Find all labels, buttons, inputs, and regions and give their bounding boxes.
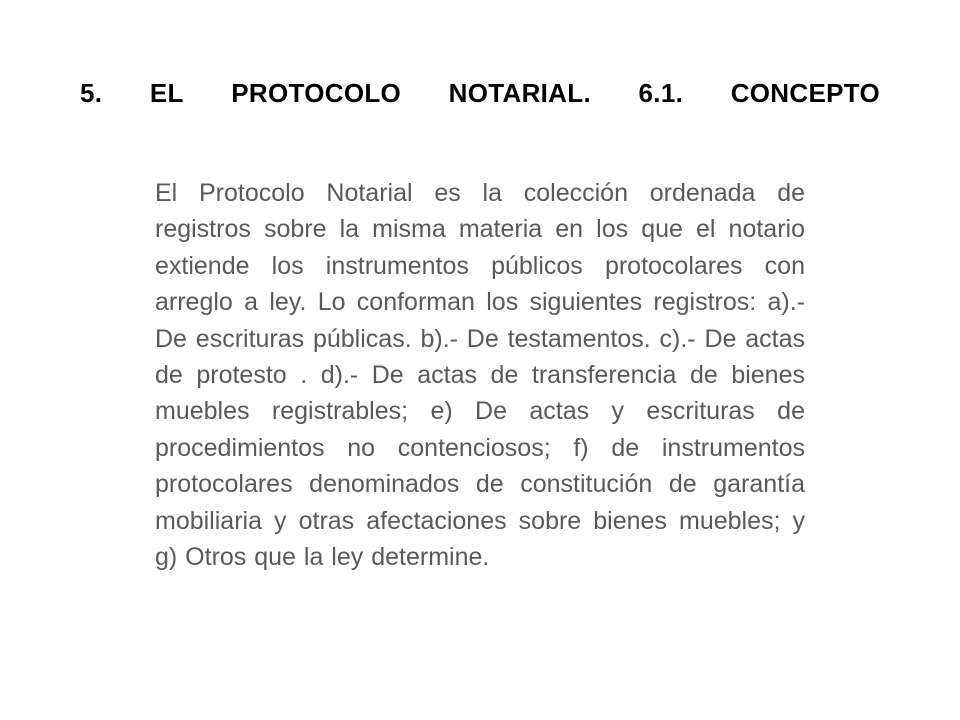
body-paragraph: El Protocolo Notarial es la colección ordenada de registros sobre la misma materia en los que el notario extiende los instrumentos públicos protocolares con arreglo a ley. Lo conforman los siguientes registros: a).- De escrituras públicas. b).- De testamentos. c).- De actas de protesto . d).- De actas de transferencia de bienes muebles registrables; e) De actas y escrituras de procedimientos no contenciosos; f) de instrumentos protocolares denominados de constitución de garantía mobiliaria y otras afectaciones sobre bienes muebles; y g) Otros que la ley determine.: [155, 179, 805, 572]
title-word-el: EL: [149, 78, 184, 108]
title-number: 5.: [80, 78, 103, 108]
title-word-concepto: CONCEPTO: [730, 78, 880, 108]
title-word-notarial: NOTARIAL.: [448, 78, 591, 108]
title-word-protocolo: PROTOCOLO: [231, 78, 402, 108]
slide-title: [80, 78, 880, 118]
title-word-section-number: 6.1.: [638, 78, 684, 108]
